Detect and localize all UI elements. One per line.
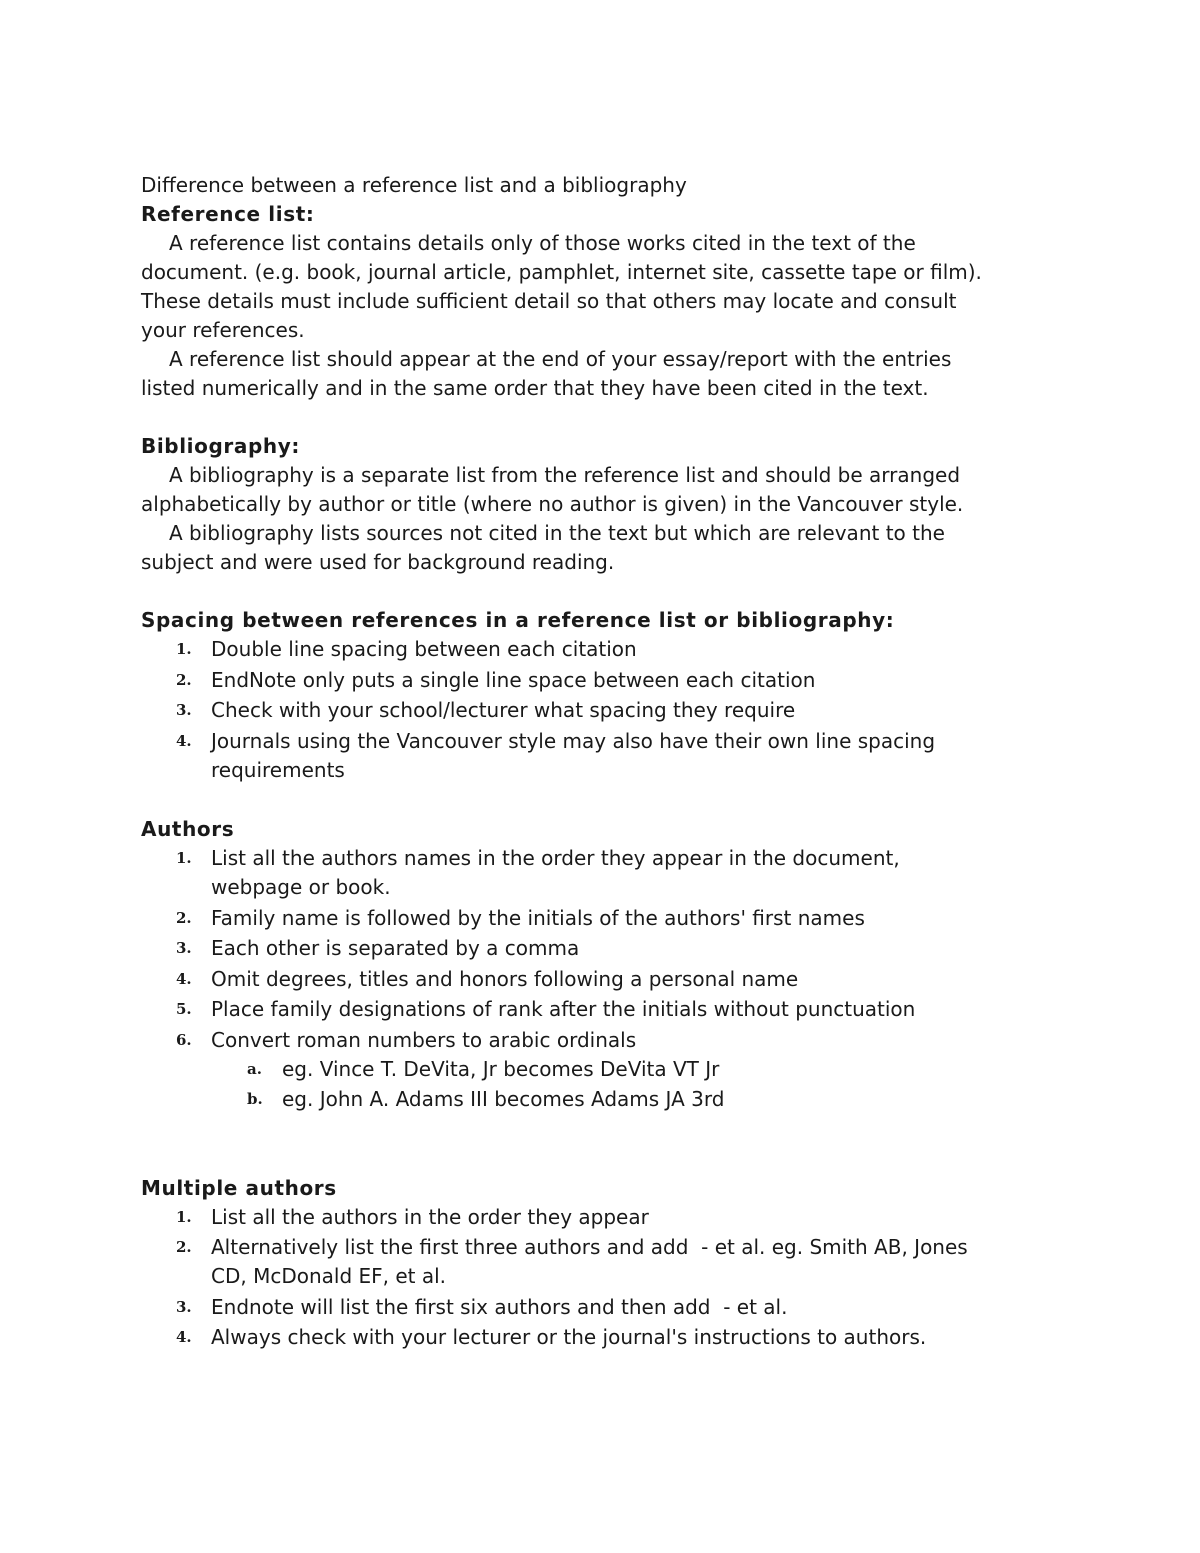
text-line: alphabetically by author or title (where no author is given) in the Vancouver style. (141, 492, 964, 516)
list-number: 3. (176, 939, 192, 957)
list-item-text: Place family designations of rank after the initials without punctuation (211, 997, 916, 1021)
list-item (141, 934, 1061, 963)
sublist-letter: b. (247, 1090, 263, 1108)
list-item (141, 844, 1061, 902)
list-item-text: Family name is followed by the initials of the authors' first names (211, 905, 865, 930)
multiple-authors-list (141, 1203, 1061, 1353)
text-line: subject and were used for background reading. (141, 550, 615, 574)
list-item-text: Double line spacing between each citation (211, 637, 637, 661)
list-number: 1. (176, 1207, 192, 1226)
spacing-heading: Spacing between references in a reference list or bibliography: (141, 608, 895, 632)
list-item-text: requirements (211, 757, 345, 782)
list-number: 2. (176, 670, 192, 689)
list-number: 4. (176, 969, 192, 988)
list-item-text: Check with your school/lecturer what spacing they require (211, 698, 796, 722)
list-item (141, 727, 1061, 785)
reference-list-paragraph-2 (141, 345, 1061, 403)
list-item-text: Each other is separated by a comma (211, 936, 580, 960)
reference-list-paragraph-1 (141, 229, 1061, 345)
list-item (141, 1233, 1061, 1291)
text-line: A bibliography is a separate list from the reference list and should be arranged (169, 463, 961, 487)
list-number: 1. (176, 849, 192, 867)
text-line: A reference list contains details only of those works cited in the text of the (169, 231, 916, 255)
text-line: your references. (141, 318, 305, 342)
list-item (141, 666, 1061, 695)
list-number: 3. (176, 1297, 192, 1316)
list-item-text: Alternatively list the first three authors and add - et al. eg. Smith AB, Jones (211, 1235, 968, 1259)
list-item-text: Journals using the Vancouver style may also have their own line spacing (211, 728, 936, 753)
list-number: 1. (176, 640, 192, 658)
spacing-list (141, 635, 1061, 785)
bibliography-heading: Bibliography: (141, 434, 300, 458)
text-line: A reference list should appear at the end of your essay/report with the entries (169, 347, 952, 371)
list-item (141, 995, 1061, 1024)
multiple-authors-heading: Multiple authors (141, 1175, 337, 1200)
list-number: 2. (176, 908, 192, 927)
text-line: document. (e.g. book, journal article, pamphlet, internet site, cassette tape or film). (141, 260, 982, 284)
sublist-item-text: eg. Vince T. DeVita, Jr becomes DeVita VT Jr (282, 1056, 720, 1081)
list-item-text: Always check with your lecturer or the journal's instructions to authors. (211, 1325, 927, 1349)
list-number: 5. (176, 1000, 192, 1018)
list-number: 2. (176, 1238, 192, 1256)
document-body (141, 171, 1061, 1354)
list-item-text: webpage or book. (211, 875, 391, 899)
reference-list-heading: Reference list: (141, 202, 315, 226)
text-line: listed numerically and in the same order that they have been cited in the text. (141, 376, 929, 400)
list-number: 4. (176, 731, 192, 750)
authors-sublist (211, 1055, 1061, 1115)
list-item-text: Omit degrees, titles and honors following a personal name (211, 966, 799, 991)
list-item (141, 904, 1061, 933)
list-item-text: EndNote only puts a single line space between each citation (211, 667, 816, 692)
list-item-text: List all the authors in the order they appear (211, 1204, 649, 1229)
list-number: 6. (176, 1030, 192, 1049)
text-line: These details must include sufficient detail so that others may locate and consult (141, 289, 957, 313)
list-item-text: CD, McDonald EF, et al. (211, 1264, 447, 1288)
list-item-text: Convert roman numbers to arabic ordinals (211, 1027, 637, 1052)
authors-heading: Authors (141, 817, 235, 841)
list-item (141, 1203, 1061, 1232)
sublist-letter: a. (247, 1059, 262, 1078)
document-title: Difference between a reference list and a bibliography (141, 173, 687, 197)
list-item-text: Endnote will list the first six authors and then add - et al. (211, 1294, 788, 1319)
list-item (141, 635, 1061, 664)
list-number: 3. (176, 701, 192, 719)
list-item (141, 1026, 1061, 1115)
list-item-text: List all the authors names in the order they appear in the document, (211, 846, 900, 870)
sublist-item (211, 1055, 1061, 1084)
text-line: A bibliography lists sources not cited in the text but which are relevant to the (169, 521, 945, 545)
list-item (141, 965, 1061, 994)
list-item (141, 696, 1061, 725)
bibliography-paragraph-1 (141, 461, 1061, 519)
sublist-item-text: eg. John A. Adams III becomes Adams JA 3rd (282, 1087, 725, 1111)
bibliography-paragraph-2 (141, 519, 1061, 577)
list-item (141, 1293, 1061, 1322)
list-number: 4. (176, 1328, 192, 1346)
authors-list (141, 844, 1061, 1114)
sublist-item (211, 1085, 1061, 1114)
list-item (141, 1323, 1061, 1352)
